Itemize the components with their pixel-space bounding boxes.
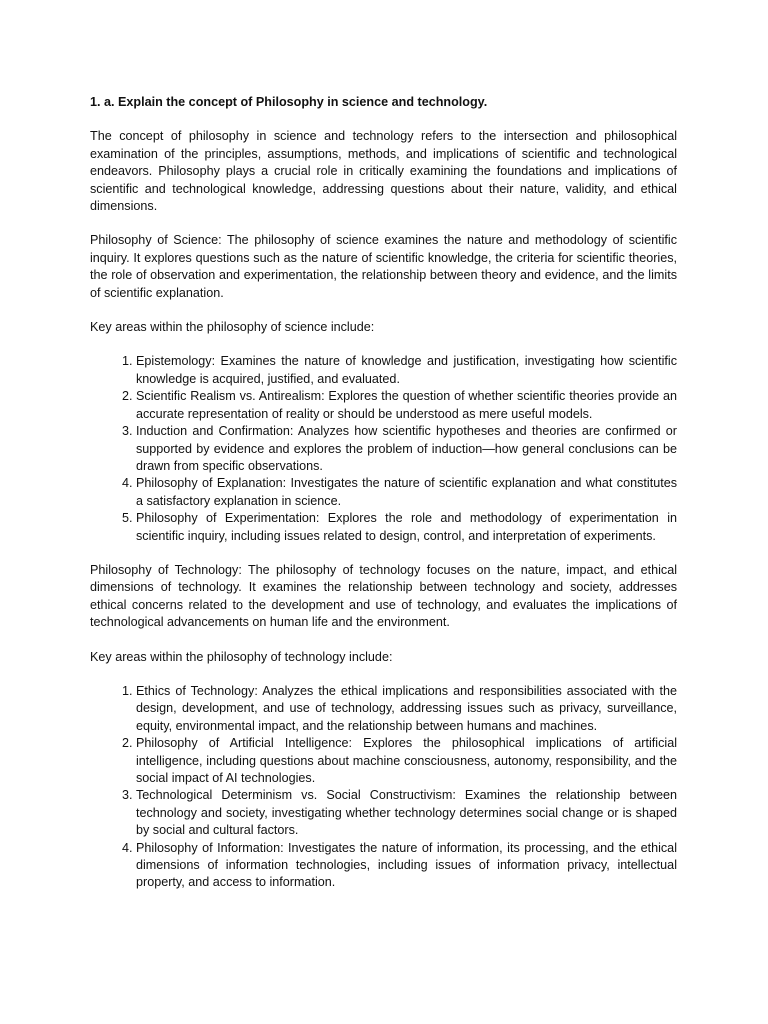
- question-heading: 1. a. Explain the concept of Philosophy in science and technology.: [90, 95, 488, 109]
- list-item: 4. Philosophy of Information: Investigates the nature of information, its processing, and the ethical dimensions of information technologies, including issues of information privacy, intellectual property, and access to information.: [136, 840, 677, 892]
- technology-paragraph: Philosophy of Technology: The philosophy of technology focuses on the nature, impact, and ethical dimensions of technology. It examines the relationship between technology and society, addresses ethical concerns related to the development and use of technology, and evaluates the implications of technological advancements on human life and the environment.: [90, 562, 677, 630]
- list-item: 2. Scientific Realism vs. Antirealism: Explores the question of whether scientific theories provide an accurate representation of reality or should be understood as mere useful models.: [136, 388, 677, 423]
- list-item: 1. Ethics of Technology: Analyzes the ethical implications and responsibilities associated with the design, development, and use of technology, addressing issues such as privacy, surveillance, equity, environmental impact, and the relationship between humans and machines.: [136, 683, 677, 735]
- list-item: 1. Epistemology: Examines the nature of knowledge and justification, investigating how scientific knowledge is acquired, justified, and evaluated.: [136, 353, 677, 388]
- list-item: 3. Technological Determinism vs. Social Constructivism: Examines the relationship between technology and society, investigating whether technology determines social change or is shaped by social and cultural factors.: [136, 787, 677, 839]
- science-key-areas-list: [90, 353, 677, 544]
- intro-paragraph: The concept of philosophy in science and technology refers to the intersection and philosophical examination of the principles, assumptions, methods, and implications of scientific and technological endeavors. Philosophy plays a crucial role in critically examining the foundations and implications of scientific and technological knowledge, addressing questions about their nature, validity, and ethical dimensions.: [90, 129, 677, 214]
- list-item: 2. Philosophy of Artificial Intelligence: Explores the philosophical implications of artificial intelligence, including questions about machine consciousness, autonomy, responsibility, and the social impact of AI technologies.: [136, 735, 677, 787]
- list-item: 4. Philosophy of Explanation: Investigates the nature of scientific explanation and what constitutes a satisfactory explanation in science.: [136, 475, 677, 510]
- list-item: 3. Induction and Confirmation: Analyzes how scientific hypotheses and theories are confirmed or supported by evidence and explores the problem of induction—how general conclusions can be drawn from specific observations.: [136, 423, 677, 475]
- science-paragraph: Philosophy of Science: The philosophy of science examines the nature and methodology of scientific inquiry. It explores questions such as the nature of scientific knowledge, the criteria for scientific theories, the role of observation and experimentation, the relationship between theory and evidence, and the limits of scientific explanation.: [90, 233, 677, 300]
- document-page: [90, 94, 677, 909]
- list-item: 5. Philosophy of Experimentation: Explores the role and methodology of experimentation in scientific inquiry, including issues related to design, control, and interpretation of experiments.: [136, 510, 677, 545]
- science-key-areas-intro: Key areas within the philosophy of science include:: [90, 320, 375, 335]
- technology-key-areas-list: [90, 683, 677, 892]
- technology-key-areas-intro: Key areas within the philosophy of technology include:: [90, 649, 393, 664]
